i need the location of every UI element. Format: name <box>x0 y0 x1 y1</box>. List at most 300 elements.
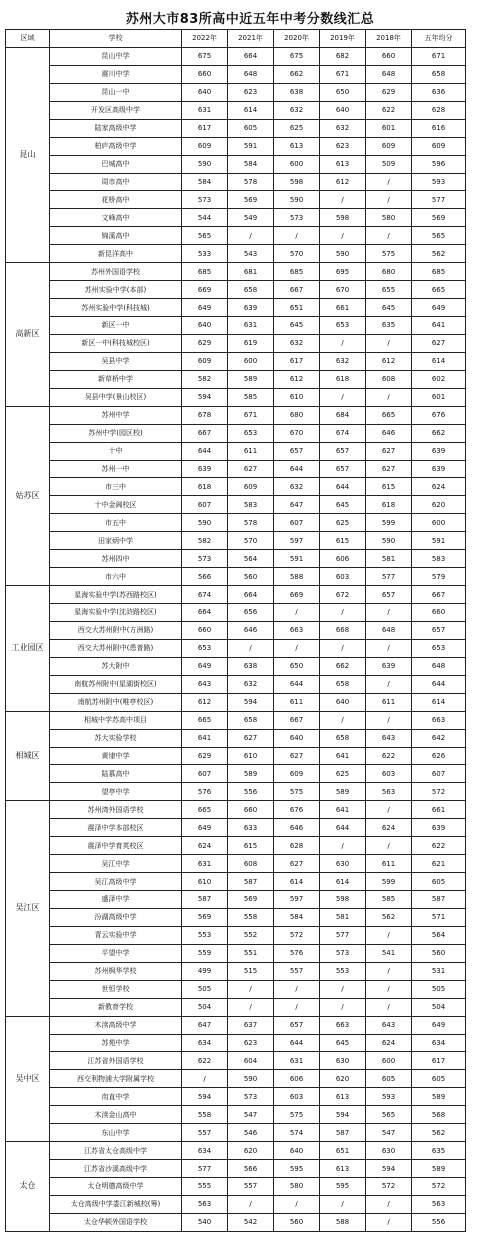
score-2021-cell: 611 <box>228 442 274 460</box>
five-year-average-cell: 634 <box>412 1034 466 1052</box>
score-2020-cell: 644 <box>274 460 320 478</box>
region-cell: 吴中区 <box>6 1016 50 1142</box>
five-year-average-cell: 591 <box>412 532 466 550</box>
school-name-cell: 震川中学 <box>50 65 182 83</box>
score-2022-cell: 573 <box>182 191 228 209</box>
score-2022-cell: 553 <box>182 926 228 944</box>
score-2021-cell: 564 <box>228 550 274 568</box>
score-2020-cell: 590 <box>274 191 320 209</box>
score-2019-cell: / <box>320 998 366 1016</box>
score-2020-cell: / <box>274 998 320 1016</box>
five-year-average-cell: 569 <box>412 209 466 227</box>
score-2018-cell: / <box>366 962 412 980</box>
five-year-average-cell: 649 <box>412 1016 466 1034</box>
score-2019-cell: 644 <box>320 478 366 496</box>
score-2020-cell: 675 <box>274 47 320 65</box>
school-name-cell: 陆家高级中学 <box>50 119 182 137</box>
score-2018-cell: / <box>366 837 412 855</box>
score-2022-cell: 609 <box>182 137 228 155</box>
score-2019-cell: 670 <box>320 281 366 299</box>
score-2019-cell: / <box>320 837 366 855</box>
table-row <box>6 1034 466 1052</box>
score-2021-cell: / <box>228 227 274 245</box>
score-2020-cell: 570 <box>274 245 320 263</box>
score-2019-cell: 657 <box>320 442 366 460</box>
five-year-average-cell: 609 <box>412 137 466 155</box>
five-year-average-cell: 636 <box>412 83 466 101</box>
score-2021-cell: 615 <box>228 837 274 855</box>
table-row <box>6 406 466 424</box>
score-2020-cell: 667 <box>274 711 320 729</box>
score-2019-cell: 650 <box>320 83 366 101</box>
score-2020-cell: 685 <box>274 263 320 281</box>
score-2019-cell: / <box>320 227 366 245</box>
school-name-cell: 苏州实验中学(本部) <box>50 281 182 299</box>
five-year-average-cell: 639 <box>412 460 466 478</box>
score-2021-cell: / <box>228 639 274 657</box>
score-2021-cell: 585 <box>228 388 274 406</box>
score-2018-cell: 629 <box>366 83 412 101</box>
score-2018-cell: 593 <box>366 1088 412 1106</box>
score-2019-cell: 615 <box>320 532 366 550</box>
score-2018-cell: / <box>366 675 412 693</box>
score-2020-cell: 670 <box>274 424 320 442</box>
score-2021-cell: 627 <box>228 460 274 478</box>
score-2021-cell: 671 <box>228 406 274 424</box>
score-2020-cell: 646 <box>274 819 320 837</box>
score-2022-cell: 643 <box>182 675 228 693</box>
table-row <box>6 765 466 783</box>
score-2022-cell: 565 <box>182 227 228 245</box>
score-2018-cell: 594 <box>366 1160 412 1178</box>
score-2018-cell: / <box>366 173 412 191</box>
table-row <box>6 101 466 119</box>
score-2022-cell: 504 <box>182 998 228 1016</box>
score-2021-cell: 594 <box>228 693 274 711</box>
score-2021-cell: 583 <box>228 496 274 514</box>
score-2022-cell: 653 <box>182 639 228 657</box>
header-2022: 2022年 <box>182 30 228 48</box>
score-2022-cell: 610 <box>182 873 228 891</box>
five-year-average-cell: 607 <box>412 765 466 783</box>
five-year-average-cell: 563 <box>412 1195 466 1213</box>
score-2020-cell: 657 <box>274 442 320 460</box>
score-2018-cell: / <box>366 1213 412 1231</box>
school-name-cell: 苏州枫华学校 <box>50 962 182 980</box>
score-2022-cell: 629 <box>182 747 228 765</box>
score-2021-cell: 609 <box>228 478 274 496</box>
score-2020-cell: 560 <box>274 1213 320 1231</box>
score-2022-cell: 649 <box>182 299 228 317</box>
score-2018-cell: 547 <box>366 1124 412 1142</box>
school-name-cell: 田家炳中学 <box>50 532 182 550</box>
score-2018-cell: 585 <box>366 891 412 909</box>
school-name-cell: 柏庐高级中学 <box>50 137 182 155</box>
school-name-cell: 吴江中学 <box>50 855 182 873</box>
score-2019-cell: 598 <box>320 209 366 227</box>
score-2021-cell: 653 <box>228 424 274 442</box>
school-name-cell: 太仓明德高级中学 <box>50 1178 182 1196</box>
five-year-average-cell: 564 <box>412 926 466 944</box>
five-year-average-cell: 583 <box>412 550 466 568</box>
score-2022-cell: 555 <box>182 1178 228 1196</box>
score-2021-cell: 557 <box>228 1178 274 1196</box>
score-2021-cell: 600 <box>228 352 274 370</box>
score-2019-cell: 658 <box>320 729 366 747</box>
score-2018-cell: 572 <box>366 1178 412 1196</box>
score-2020-cell: 609 <box>274 765 320 783</box>
school-name-cell: 苏州湾外国语学校 <box>50 801 182 819</box>
five-year-average-cell: 620 <box>412 496 466 514</box>
table-row <box>6 1213 466 1231</box>
score-2018-cell: / <box>366 639 412 657</box>
score-2022-cell: 607 <box>182 496 228 514</box>
table-row <box>6 352 466 370</box>
score-2018-cell: 541 <box>366 944 412 962</box>
five-year-average-cell: 661 <box>412 801 466 819</box>
table-row <box>6 532 466 550</box>
score-2022-cell: / <box>182 1070 228 1088</box>
school-name-cell: 星海实验中学(沈浒路校区) <box>50 604 182 622</box>
score-2020-cell: 613 <box>274 137 320 155</box>
score-2021-cell: 551 <box>228 944 274 962</box>
score-2019-cell: / <box>320 604 366 622</box>
score-2022-cell: 607 <box>182 765 228 783</box>
score-2021-cell: 584 <box>228 155 274 173</box>
table-row <box>6 639 466 657</box>
score-2022-cell: 577 <box>182 1160 228 1178</box>
score-2018-cell: 627 <box>366 460 412 478</box>
score-2020-cell: / <box>274 604 320 622</box>
score-2021-cell: / <box>228 1195 274 1213</box>
score-2022-cell: 640 <box>182 83 228 101</box>
score-2021-cell: 542 <box>228 1213 274 1231</box>
score-2022-cell: 533 <box>182 245 228 263</box>
score-2022-cell: 559 <box>182 944 228 962</box>
table-row <box>6 568 466 586</box>
five-year-average-cell: 657 <box>412 621 466 639</box>
table-row <box>6 245 466 263</box>
score-2021-cell: 558 <box>228 908 274 926</box>
score-2022-cell: 644 <box>182 442 228 460</box>
score-2018-cell: 611 <box>366 855 412 873</box>
five-year-average-cell: 671 <box>412 47 466 65</box>
school-name-cell: 太仓华顿外国语学校 <box>50 1213 182 1231</box>
score-2019-cell: 658 <box>320 675 366 693</box>
score-2018-cell: 630 <box>366 1142 412 1160</box>
score-2021-cell: 610 <box>228 747 274 765</box>
score-2021-cell: 547 <box>228 1106 274 1124</box>
score-2022-cell: 582 <box>182 370 228 388</box>
score-2020-cell: 627 <box>274 747 320 765</box>
table-row <box>6 711 466 729</box>
score-2020-cell: 573 <box>274 209 320 227</box>
five-year-average-cell: 556 <box>412 1213 466 1231</box>
score-2018-cell: 599 <box>366 514 412 532</box>
score-2022-cell: 584 <box>182 173 228 191</box>
school-name-cell: 苏州四中 <box>50 550 182 568</box>
score-2019-cell: 663 <box>320 1016 366 1034</box>
table-row <box>6 998 466 1016</box>
score-2018-cell: 648 <box>366 621 412 639</box>
score-2018-cell: 580 <box>366 209 412 227</box>
table-row <box>6 227 466 245</box>
score-2021-cell: 589 <box>228 765 274 783</box>
score-2022-cell: 631 <box>182 101 228 119</box>
score-2020-cell: 584 <box>274 908 320 926</box>
header-2021: 2021年 <box>228 30 274 48</box>
score-2018-cell: 581 <box>366 550 412 568</box>
score-2022-cell: 544 <box>182 209 228 227</box>
school-name-cell: 市三中 <box>50 478 182 496</box>
score-2022-cell: 665 <box>182 711 228 729</box>
score-2018-cell: / <box>366 801 412 819</box>
score-2022-cell: 639 <box>182 460 228 478</box>
school-name-cell: 新区一中(科技城校区) <box>50 334 182 352</box>
school-name-cell: 新草桥中学 <box>50 370 182 388</box>
score-2020-cell: 628 <box>274 837 320 855</box>
school-name-cell: 新昆洋高中 <box>50 245 182 263</box>
score-2019-cell: / <box>320 980 366 998</box>
five-year-average-cell: 628 <box>412 101 466 119</box>
header-region: 区域 <box>6 30 50 48</box>
five-year-average-cell: 568 <box>412 1106 466 1124</box>
score-2019-cell: 682 <box>320 47 366 65</box>
score-2021-cell: 656 <box>228 604 274 622</box>
score-2018-cell: / <box>366 711 412 729</box>
score-2018-cell: 646 <box>366 424 412 442</box>
score-2019-cell: 695 <box>320 263 366 281</box>
score-2018-cell: 655 <box>366 281 412 299</box>
five-year-average-cell: 649 <box>412 299 466 317</box>
score-2018-cell: 577 <box>366 568 412 586</box>
score-2019-cell: 632 <box>320 119 366 137</box>
table-row <box>6 1160 466 1178</box>
score-2018-cell: 648 <box>366 65 412 83</box>
score-table <box>5 29 466 1232</box>
score-2019-cell: 590 <box>320 245 366 263</box>
five-year-average-cell: 662 <box>412 424 466 442</box>
table-row <box>6 944 466 962</box>
score-2020-cell: 611 <box>274 693 320 711</box>
score-2018-cell: 612 <box>366 352 412 370</box>
score-2021-cell: 639 <box>228 299 274 317</box>
five-year-average-cell: 617 <box>412 1052 466 1070</box>
score-2019-cell: 641 <box>320 747 366 765</box>
score-2018-cell: 590 <box>366 532 412 550</box>
score-2021-cell: 549 <box>228 209 274 227</box>
five-year-average-cell: 560 <box>412 944 466 962</box>
score-2018-cell: / <box>366 1195 412 1213</box>
score-2022-cell: 563 <box>182 1195 228 1213</box>
score-2020-cell: 617 <box>274 352 320 370</box>
score-2020-cell: 598 <box>274 173 320 191</box>
school-name-cell: 昆山一中 <box>50 83 182 101</box>
score-2019-cell: 651 <box>320 1142 366 1160</box>
score-2018-cell: 608 <box>366 370 412 388</box>
school-name-cell: 江苏省沙溪高级中学 <box>50 1160 182 1178</box>
score-2020-cell: 651 <box>274 299 320 317</box>
school-name-cell: 木渎高级中学 <box>50 1016 182 1034</box>
score-2022-cell: 678 <box>182 406 228 424</box>
school-name-cell: 苏州中学(园区校) <box>50 424 182 442</box>
score-2020-cell: 597 <box>274 891 320 909</box>
score-2020-cell: 610 <box>274 388 320 406</box>
score-2019-cell: / <box>320 639 366 657</box>
score-2022-cell: 629 <box>182 334 228 352</box>
score-2019-cell: 625 <box>320 514 366 532</box>
score-2022-cell: 622 <box>182 1052 228 1070</box>
score-2019-cell: 661 <box>320 299 366 317</box>
five-year-average-cell: 600 <box>412 514 466 532</box>
score-2018-cell: / <box>366 926 412 944</box>
score-2020-cell: 640 <box>274 1142 320 1160</box>
score-2021-cell: 569 <box>228 191 274 209</box>
score-2018-cell: 645 <box>366 299 412 317</box>
score-2020-cell: 576 <box>274 944 320 962</box>
table-row <box>6 604 466 622</box>
score-2020-cell: 614 <box>274 873 320 891</box>
score-2021-cell: 637 <box>228 1016 274 1034</box>
score-2020-cell: 597 <box>274 532 320 550</box>
score-2022-cell: 540 <box>182 1213 228 1231</box>
score-2018-cell: 624 <box>366 819 412 837</box>
five-year-average-cell: 596 <box>412 155 466 173</box>
school-name-cell: 巴城高中 <box>50 155 182 173</box>
score-2020-cell: 575 <box>274 1106 320 1124</box>
score-2019-cell: 674 <box>320 424 366 442</box>
score-2019-cell: 612 <box>320 173 366 191</box>
five-year-average-cell: 635 <box>412 1142 466 1160</box>
score-2019-cell: 598 <box>320 891 366 909</box>
school-name-cell: 苏州外国语学校 <box>50 263 182 281</box>
table-row <box>6 191 466 209</box>
score-2020-cell: 580 <box>274 1178 320 1196</box>
school-name-cell: 昆山中学 <box>50 47 182 65</box>
score-2022-cell: 569 <box>182 908 228 926</box>
table-row <box>6 926 466 944</box>
five-year-average-cell: 531 <box>412 962 466 980</box>
five-year-average-cell: 593 <box>412 173 466 191</box>
school-name-cell: 星海实验中学(苏西路校区) <box>50 586 182 604</box>
score-2018-cell: 665 <box>366 406 412 424</box>
score-2019-cell: / <box>320 334 366 352</box>
five-year-average-cell: 602 <box>412 370 466 388</box>
score-2018-cell: / <box>366 388 412 406</box>
score-2021-cell: 515 <box>228 962 274 980</box>
score-2020-cell: 667 <box>274 281 320 299</box>
score-2019-cell: 645 <box>320 496 366 514</box>
score-2019-cell: 613 <box>320 155 366 173</box>
score-2021-cell: 578 <box>228 514 274 532</box>
score-2019-cell: 589 <box>320 783 366 801</box>
score-2020-cell: 595 <box>274 1160 320 1178</box>
score-2021-cell: 631 <box>228 317 274 335</box>
five-year-average-cell: 572 <box>412 1178 466 1196</box>
table-row <box>6 83 466 101</box>
score-2022-cell: 649 <box>182 819 228 837</box>
score-2021-cell: 543 <box>228 245 274 263</box>
table-row <box>6 1088 466 1106</box>
score-2021-cell: 578 <box>228 173 274 191</box>
table-row <box>6 1016 466 1034</box>
score-2020-cell: / <box>274 639 320 657</box>
score-2021-cell: 620 <box>228 1142 274 1160</box>
school-name-cell: 木渎金山高中 <box>50 1106 182 1124</box>
score-2021-cell: 664 <box>228 586 274 604</box>
five-year-average-cell: 571 <box>412 908 466 926</box>
table-row <box>6 1178 466 1196</box>
score-2018-cell: 603 <box>366 765 412 783</box>
header-school: 学校 <box>50 30 182 48</box>
score-2019-cell: 620 <box>320 1070 366 1088</box>
table-row <box>6 837 466 855</box>
score-2020-cell: 638 <box>274 83 320 101</box>
five-year-average-cell: 562 <box>412 245 466 263</box>
score-2018-cell: 618 <box>366 496 412 514</box>
five-year-average-cell: 565 <box>412 227 466 245</box>
table-row <box>6 442 466 460</box>
five-year-average-cell: 653 <box>412 639 466 657</box>
school-name-cell: 苏大实验学校 <box>50 729 182 747</box>
five-year-average-cell: 685 <box>412 263 466 281</box>
table-row <box>6 155 466 173</box>
score-2019-cell: 657 <box>320 460 366 478</box>
score-2019-cell: 588 <box>320 1213 366 1231</box>
school-name-cell: 吴县中学 <box>50 352 182 370</box>
score-2019-cell: / <box>320 388 366 406</box>
school-name-cell: 汾湖高级中学 <box>50 908 182 926</box>
score-2022-cell: 573 <box>182 550 228 568</box>
region-cell: 工业园区 <box>6 586 50 712</box>
score-2018-cell: 599 <box>366 873 412 891</box>
score-2022-cell: 634 <box>182 1142 228 1160</box>
score-2020-cell: 574 <box>274 1124 320 1142</box>
score-2018-cell: / <box>366 604 412 622</box>
five-year-average-cell: 504 <box>412 998 466 1016</box>
score-2018-cell: 565 <box>366 1106 412 1124</box>
score-2019-cell: 623 <box>320 137 366 155</box>
table-row <box>6 801 466 819</box>
school-name-cell: 苏州中学 <box>50 406 182 424</box>
score-2020-cell: / <box>274 227 320 245</box>
table-row <box>6 586 466 604</box>
score-2020-cell: 680 <box>274 406 320 424</box>
school-name-cell: 苏苑中学 <box>50 1034 182 1052</box>
five-year-average-cell: 614 <box>412 352 466 370</box>
table-row <box>6 873 466 891</box>
score-2022-cell: 558 <box>182 1106 228 1124</box>
region-cell: 姑苏区 <box>6 406 50 585</box>
score-2020-cell: 632 <box>274 101 320 119</box>
school-name-cell: 西交大苏州附中(方洲路) <box>50 621 182 639</box>
five-year-average-cell: 605 <box>412 1070 466 1088</box>
score-2021-cell: 546 <box>228 1124 274 1142</box>
table-row <box>6 173 466 191</box>
school-name-cell: 盛泽中学 <box>50 891 182 909</box>
table-row <box>6 209 466 227</box>
score-2020-cell: 657 <box>274 1016 320 1034</box>
score-2022-cell: 675 <box>182 47 228 65</box>
score-2020-cell: / <box>274 1195 320 1213</box>
score-2022-cell: 618 <box>182 478 228 496</box>
score-2021-cell: 556 <box>228 783 274 801</box>
score-2019-cell: 553 <box>320 962 366 980</box>
score-2018-cell: 643 <box>366 1016 412 1034</box>
table-row <box>6 908 466 926</box>
school-name-cell: 平望中学 <box>50 944 182 962</box>
school-name-cell: 震泽中学育英校区 <box>50 837 182 855</box>
